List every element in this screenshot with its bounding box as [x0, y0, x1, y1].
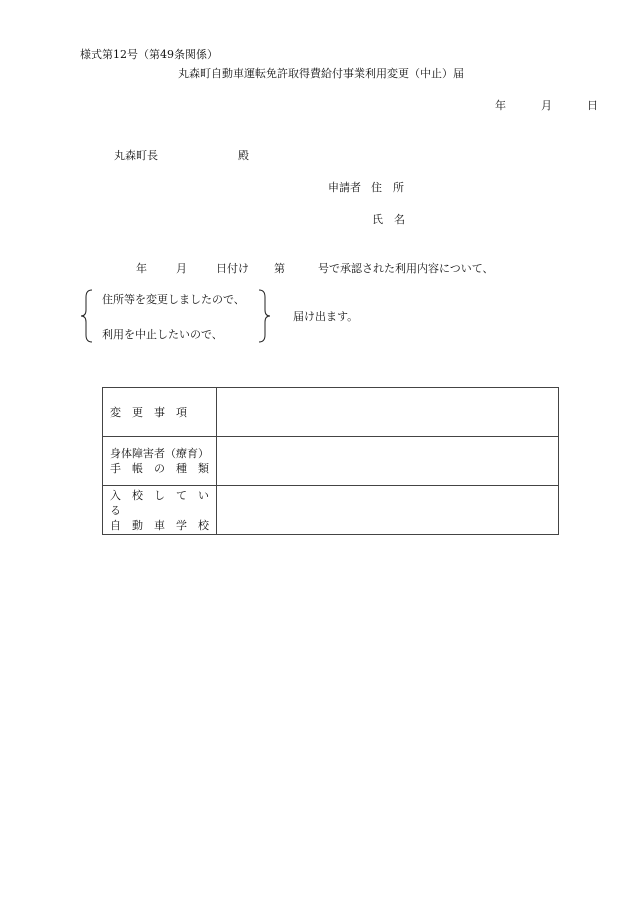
label-cell [103, 486, 220, 535]
label-cell [103, 388, 217, 437]
table-row [103, 486, 559, 535]
year-label: 年 [495, 99, 506, 112]
date-line [495, 97, 598, 113]
label-cell [103, 437, 217, 486]
table-row [103, 437, 559, 486]
approval-year: 年 [136, 262, 147, 275]
handbook-label-line1: 身体障害者（療育） [110, 447, 209, 460]
left-brace [80, 289, 94, 343]
right-brace [257, 289, 271, 343]
option-address-changed: 住所等を変更しましたので、 [102, 293, 245, 306]
day-label: 日 [587, 99, 598, 112]
applicant-name-row [372, 211, 405, 227]
school-label-line2: 自 動 車 学 校 [110, 518, 209, 532]
change-details-table [102, 387, 559, 535]
applicant-label: 申請者 [328, 181, 361, 194]
approval-month: 月 [176, 262, 187, 275]
approval-rest: 号で承認された利用内容について、 [318, 262, 494, 275]
handbook-label-line2: 手 帳 の 種 類 [110, 462, 209, 475]
table-row [103, 388, 559, 437]
name-label: 氏 名 [372, 213, 405, 226]
approval-number-prefix: 第 [274, 262, 285, 275]
month-label: 月 [541, 99, 552, 112]
document-title: 丸森町自動車運転免許取得費給付事業利用変更（中止）届 [178, 67, 464, 80]
change-items-label: 変 更 事 項 [110, 405, 187, 419]
form-number: 様式第12号（第49条関係） [80, 48, 218, 61]
addressee [114, 147, 249, 163]
addressee-honorific: 殿 [238, 149, 249, 162]
address-label: 住 所 [371, 181, 404, 194]
driving-school-value[interactable] [217, 486, 559, 535]
approval-date-suffix: 日付け [216, 262, 249, 275]
applicant-address-row [328, 179, 404, 195]
change-items-value[interactable] [217, 388, 559, 437]
addressee-name: 丸森町長 [114, 149, 158, 162]
school-label-line1: 入 校 し て い る [110, 488, 220, 517]
approval-line [136, 260, 494, 276]
handbook-type-value[interactable] [217, 437, 559, 486]
option-cancel-use: 利用を中止したいので、 [102, 328, 223, 341]
notify-text: 届け出ます。 [293, 310, 359, 323]
